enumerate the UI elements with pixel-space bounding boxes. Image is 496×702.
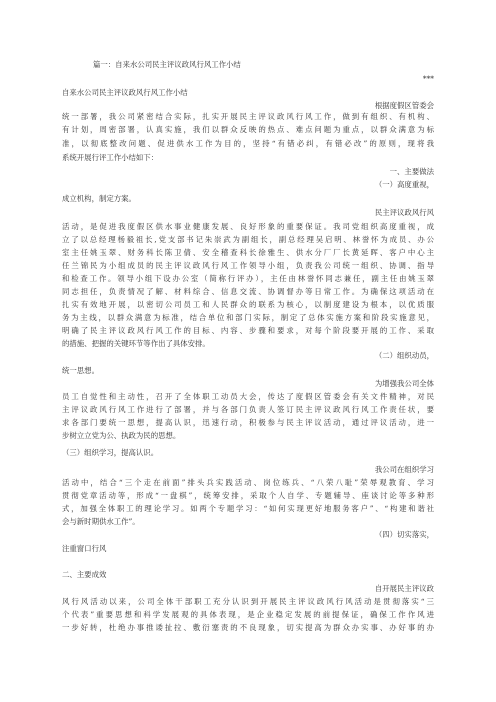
body-text-line: 会与新时期供水工作”。 [62, 517, 140, 526]
body-text-line: 扎实有效地开展，以密切公司员工和人民群众的联系为核心，以制度建设为根本，以优质服 [62, 300, 434, 309]
body-text-line: 室主任姚玉翠、财务科长陈卫倩、安全稽查科长徐雅生、供水分厂厂长黄延晖、客户中心主 [62, 248, 434, 257]
body-text-line: 式，加强全体职工的理论学习。如两个专题学习：“如何实现更好地服务客户”、“构建和谐社 [62, 504, 434, 513]
body-text-line: 注重窗口行风 [62, 544, 107, 553]
document-heading: 篇一：自来水公司民主评议政风行风工作小结 [93, 60, 241, 69]
body-text-line: （一）高度重视， [374, 180, 434, 189]
body-text-line: 一步好转，杜绝办事推诿扯拉、敷衍塞责的不良现象，切实提高为群众办实事、办好事的办 [62, 623, 434, 632]
body-text-line: （三）组织学习，提高认识。 [62, 448, 159, 457]
body-text-line: 民主评议政风行风 [374, 208, 434, 217]
body-text-line: 的措施、把握的关键环节等作出了具体安排。 [62, 339, 210, 348]
body-text-line: 为增强我公司全体 [374, 379, 434, 388]
body-text-line: 统一思想。 [62, 366, 99, 375]
body-text-line: 明确了民主评议政风行风工作的目标、内容、步骤和要求，对每个阶段要开展的工作、采取 [62, 326, 434, 335]
body-text-line: 根据度假区管委会 [374, 101, 434, 110]
body-text-line: 活动，是促进我度假区供水事业健康发展、良好形象的重要保证。我司党组织高度重视，成 [62, 222, 434, 231]
company-title: 自来水公司民主评议政风行风工作小结 [62, 88, 188, 97]
body-text-line: 个代表”重要思想和科学发展观的具体表现，是企业稳定发展的前提保证，确保工作作风进 [62, 610, 434, 619]
body-text-line: 风行风活动以来，公司全体干部职工充分认识到开展民主评议政风行风活动是贯彻落实“三 [62, 597, 434, 606]
body-text-line: 员工自觉性和主动性，召开了全体职工动员大会，传达了度假区管委会有关文件精神，对民 [62, 392, 434, 401]
body-text-line: 成立机构，制定方案。 [62, 194, 136, 203]
body-text-line: 我公司在组织学习 [374, 465, 434, 474]
body-text-line: 同志担任，负责情况了解、材料综合、信息交流、协调督办等日常工作。为确保这项活动在 [62, 287, 434, 296]
body-text-line: 有计划，周密部署，认真实施，我们以群众反映的热点、难点问题为重点，以群众满意为标 [62, 125, 434, 134]
body-text-line: 二、主要成效 [62, 570, 107, 579]
body-text-line: （四）切实落实， [374, 530, 434, 539]
body-text-line: 准，以彻底整改问题、促进供水工作为目的，坚持“有错必纠，有错必改”的原则，现将我 [62, 139, 434, 148]
body-text-line: 系统开展行评工作小结如下： [62, 153, 159, 162]
body-text-line: （二）组织动员， [374, 351, 434, 360]
body-text-line: 自开展民主评议政 [374, 584, 434, 593]
body-text-line: 步树立立党为公、执政为民的思想。 [62, 431, 181, 440]
body-text-line: 主评议政风行风工作进行了部署，并与各部门负责人签订民主评议政风行风工作责任状，要 [62, 405, 434, 414]
body-text-line: 和检查工作。领导小组下设办公室（简称行评办），主任由林誉怀同志兼任，副主任由姚玉翠 [62, 274, 434, 283]
body-text-line: 务为主线，以群众满意为标准，结合单位和部门实际，制定了总体实施方案和阶段实施意见， [62, 313, 434, 322]
body-text-line: 活动中，结合“三个走在前面”排头兵实践活动、岗位练兵、“八荣八耻”荣辱观教育、学习 [62, 478, 434, 487]
body-text-line: 统一部署，我公司紧密结合实际，扎实开展民主评议政风行风工作，做到有组织、有机构、 [62, 112, 434, 121]
body-text-line: 任兰锦民为小组成员的民主评议政风行风工作领导小组，负责我公司统一组织、协调、指导 [62, 261, 434, 270]
body-text-line: 求各部门要统一思想，提高认识，迅速行动，积极参与民主评议活动，通过评议活动，进一 [62, 418, 434, 427]
body-text-line: 一、主要做法 [389, 167, 434, 176]
separator-stars: *** [422, 74, 434, 83]
body-text-line: 立了以总经理杨毅祖长,党支部书记朱崇武为副组长，副总经理吴启明、林誉怀为成员、办公 [62, 235, 434, 244]
body-text-line: 贯彻党章活动等，形成“一盘棋”，统筹安排，采取个人自学、专题辅导、座谈讨论等多种形 [62, 491, 434, 500]
